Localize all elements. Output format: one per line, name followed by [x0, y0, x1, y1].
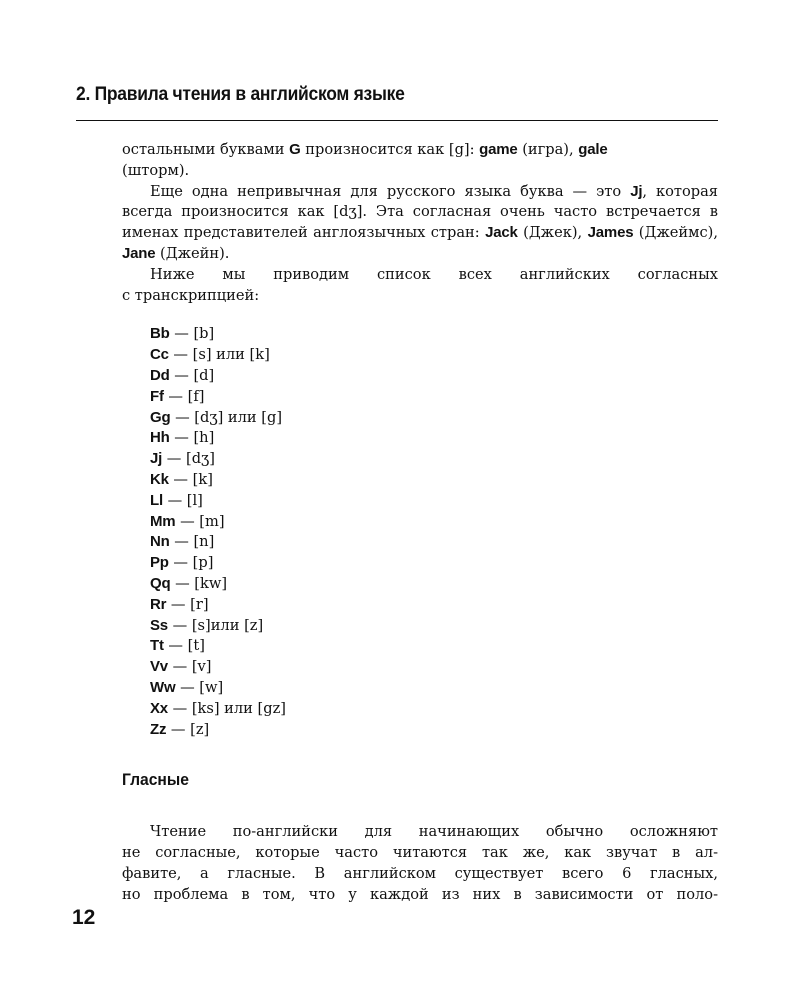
consonant-letter: Bb — [150, 325, 170, 343]
vowels-line: не согласные, которые часто читаются так же, как звучат в ал- — [122, 844, 718, 862]
consonant-letter: Cc — [150, 346, 169, 364]
translation: (Джейн). — [155, 244, 230, 262]
consonant-transcription: — [l] — [162, 491, 203, 509]
consonant-item — [150, 657, 718, 678]
consonant-letter: Tt — [150, 637, 164, 655]
consonant-transcription: — [kw] — [170, 574, 228, 592]
consonant-item — [150, 616, 718, 637]
vowels-line: но проблема в том, что у каждой из них в зависимости от поло- — [122, 885, 718, 903]
name-example-james: James — [587, 224, 634, 242]
consonant-transcription: — [ks] или [gz] — [167, 699, 286, 717]
consonant-letter: Nn — [150, 533, 170, 551]
consonant-letter: Kk — [150, 470, 169, 488]
consonant-item — [150, 699, 718, 720]
consonant-letter: Ss — [150, 616, 168, 634]
consonant-transcription: — [r] — [166, 595, 209, 613]
consonant-item — [150, 720, 718, 741]
consonant-letter: Ww — [150, 678, 176, 696]
consonant-item — [150, 636, 718, 657]
paragraph-list-intro-line2: с транскрипцией: — [122, 286, 260, 304]
consonant-transcription: — [t] — [163, 637, 205, 655]
consonant-letter: Rr — [150, 595, 167, 613]
consonant-item — [150, 678, 718, 699]
page-number: 12 — [72, 906, 96, 929]
paragraph-j-letter — [122, 182, 718, 265]
consonant-item — [150, 512, 718, 533]
consonant-list — [150, 324, 718, 740]
consonant-transcription: — [dʒ] или [g] — [170, 408, 283, 426]
translation: (игра), — [517, 141, 579, 158]
translation: (Джеймс), — [633, 224, 718, 242]
consonant-letter: Ll — [150, 491, 163, 509]
consonant-transcription: — [v] — [167, 658, 212, 676]
consonant-item — [150, 428, 718, 449]
text-run: произносится как [g]: — [300, 141, 480, 158]
vowels-line: фавите, а гласные. В английском существует всего 6 гласных, — [122, 864, 718, 882]
consonant-transcription: — [s]или [z] — [167, 616, 264, 634]
word-example-gale: gale — [578, 141, 608, 158]
consonant-item — [150, 595, 718, 616]
letter-example: G — [289, 141, 301, 158]
consonant-transcription: — [k] — [168, 470, 213, 488]
vowels-line: Чтение по-английски для начинающих обычно осложняют — [150, 823, 718, 841]
translation: (Джек), — [517, 224, 588, 242]
paragraph-g-letter — [122, 140, 718, 182]
consonant-letter: Pp — [150, 554, 169, 572]
consonant-transcription: — [f] — [163, 387, 205, 405]
consonant-transcription: — [h] — [169, 429, 215, 447]
consonant-item — [150, 553, 718, 574]
consonant-transcription: — [z] — [166, 720, 210, 738]
text-run: Еще одна непривычная для русского языка буква — это — [150, 182, 631, 200]
name-example-jack: Jack — [485, 224, 518, 242]
text-run: , которая всегда произносится как [dʒ]. Эта согласная очень часто встречается в именах представителей англоязычных стран: — [122, 182, 718, 242]
consonant-item — [150, 324, 718, 345]
consonant-item — [150, 470, 718, 491]
consonant-transcription: — [dʒ] — [162, 450, 215, 468]
consonant-transcription: — [n] — [169, 533, 215, 551]
page-body — [122, 140, 718, 906]
consonant-letter: Ff — [150, 387, 164, 405]
consonant-letter: Vv — [150, 658, 168, 676]
letter-example: Jj — [630, 182, 643, 200]
paragraph-list-intro-line1: Ниже мы приводим список всех английских согласных — [150, 265, 718, 283]
consonant-letter: Xx — [150, 699, 168, 717]
consonant-transcription: — [p] — [168, 554, 214, 572]
consonant-letter: Mm — [150, 512, 176, 530]
consonant-item — [150, 345, 718, 366]
consonant-transcription: — [w] — [175, 678, 224, 696]
consonant-transcription: — [s] или [k] — [168, 346, 270, 364]
consonant-item — [150, 408, 718, 429]
consonant-letter: Dd — [150, 366, 170, 384]
section-heading-vowels: Гласные — [122, 770, 189, 790]
consonant-item — [150, 574, 718, 595]
consonant-letter: Qq — [150, 574, 171, 592]
translation: (шторм). — [122, 161, 190, 179]
consonant-letter: Hh — [150, 429, 170, 447]
running-header: 2. Правила чтения в английском языке — [76, 84, 405, 105]
consonant-transcription: — [m] — [175, 512, 225, 530]
consonant-item — [150, 491, 718, 512]
consonant-letter: Gg — [150, 408, 171, 426]
consonant-transcription: — [b] — [169, 325, 215, 343]
word-example-game: game — [479, 141, 518, 158]
name-example-jane: Jane — [122, 244, 156, 262]
consonant-transcription: — [d] — [169, 366, 215, 384]
consonant-letter: Zz — [150, 720, 167, 738]
consonant-item — [150, 532, 718, 553]
header-rule — [76, 120, 718, 121]
consonant-item — [150, 366, 718, 387]
consonant-letter: Jj — [150, 450, 163, 468]
consonant-item — [150, 449, 718, 470]
consonant-item — [150, 387, 718, 408]
paragraph-vowels — [122, 822, 718, 905]
text-run: остальными буквами — [122, 141, 290, 158]
